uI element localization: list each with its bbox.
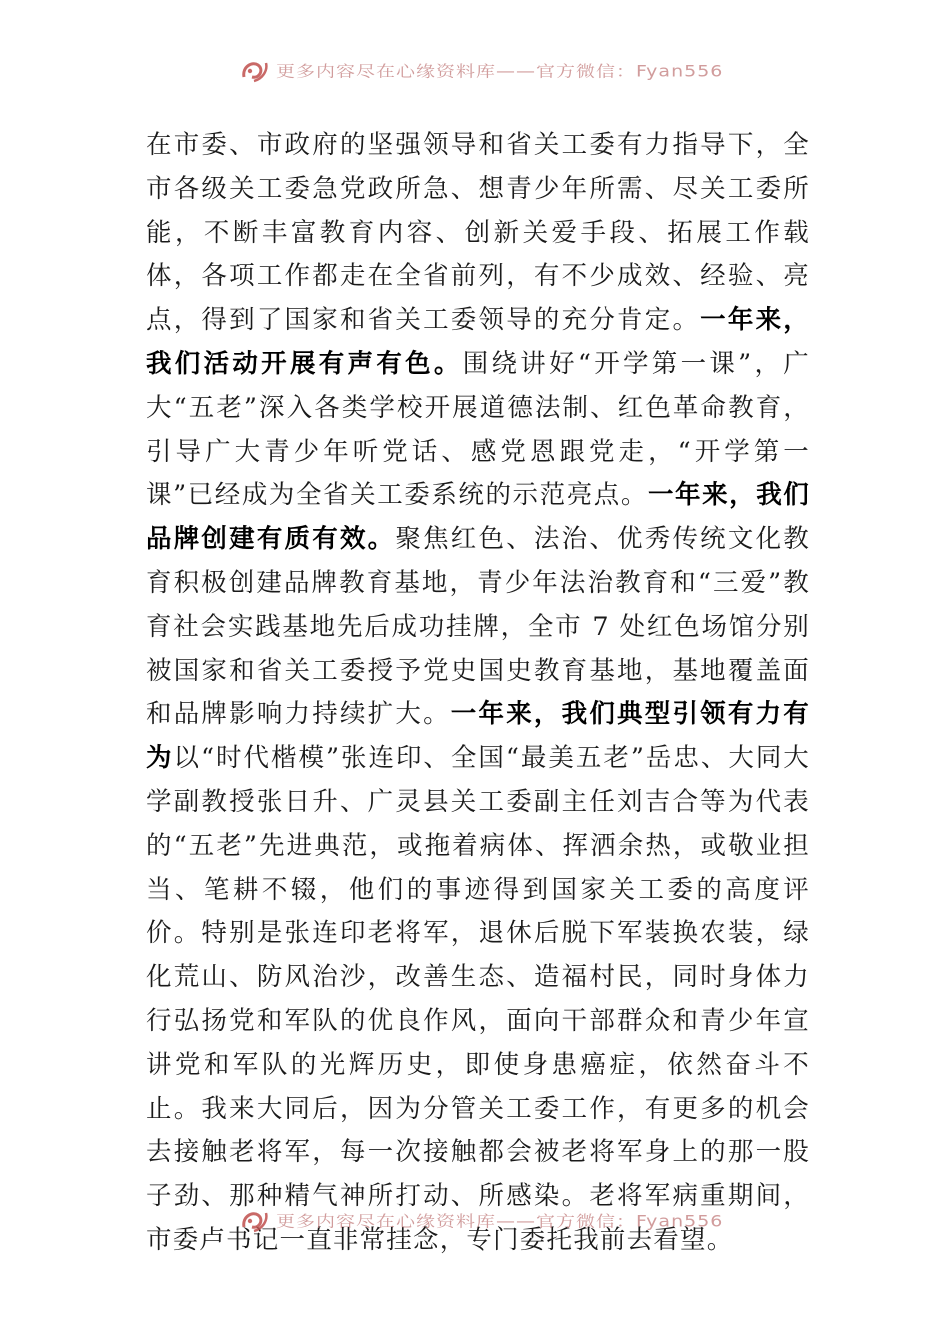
watermark-header bbox=[240, 56, 724, 84]
document-body bbox=[146, 124, 810, 1263]
bold-heading-brand: 一年来，我们品牌创建有质有效。 bbox=[146, 480, 811, 555]
text-segment: 以“时代楷模”张连印、全国“最美五老”岳忠、大同大学副教授张日升、广灵县关工委副主任刘吉合等为代表的“五老”先进典范，或拖着病体、挥洒余热，或敬业担当、笔耕不辍，他们的事迹得到国家关工委的高度评价。特别是张连印老将军，退休后脱下军装换农装，绿化荒山、防风治沙，改善生态、造福村民，同时身体力行弘扬党和军队的优良作风，面向干部群众和青少年宣讲党和军队的光辉历史，即使身患癌症，依然奋斗不止。我来大同后，因为分管关工委工作，有更多的机会去接触老将军，每一次接触都会被老将军身上的那一股子劲、那种精气神所打动、所感染。老将军病重期间，市委卢书记一直非常挂念，专门委托我前去看望。 bbox=[146, 743, 811, 1255]
text-segment: 在市委、市政府的坚强领导和省关工委有力指导下，全市各级关工委急党政所急、想青少年所需、尽关工委所能，不断丰富教育内容、创新关爱手段、拓展工作载体，各项工作都走在全省前列，有不少成效、经验、亮点，得到了国家和省关工委领导的充分肯定。 bbox=[146, 130, 810, 336]
bold-heading-activities: 一年来，我们活动开展有声有色。 bbox=[146, 305, 810, 379]
bold-heading-models: 一年来，我们典型引领有力有为 bbox=[146, 699, 810, 774]
body-paragraph bbox=[146, 124, 810, 1263]
watermark-footer bbox=[240, 1206, 724, 1234]
logo-icon bbox=[240, 1207, 270, 1233]
text-segment: 聚焦红色、法治、优秀传统文化教育积极创建品牌教育基地，青少年法治教育和“三爱”教育社会实践基地先后成功挂牌，全市 7 处红色场馆分别被国家和省关工委授予党史国史教育基地，基地覆盖面和品牌影响力持续扩大。 bbox=[146, 524, 810, 730]
logo-icon bbox=[240, 57, 270, 83]
text-segment: 围绕讲好“开学第一课”，广大“五老”深入各类学校开展道德法制、红色革命教育，引导广大青少年听党话、感党恩跟党走，“开学第一课”已经成为全省关工委系统的示范亮点。 bbox=[146, 348, 810, 511]
watermark-text: 更多内容尽在心缘资料库——官方微信：Fyan556 bbox=[276, 1212, 724, 1231]
watermark-text: 更多内容尽在心缘资料库——官方微信：Fyan556 bbox=[276, 62, 724, 81]
